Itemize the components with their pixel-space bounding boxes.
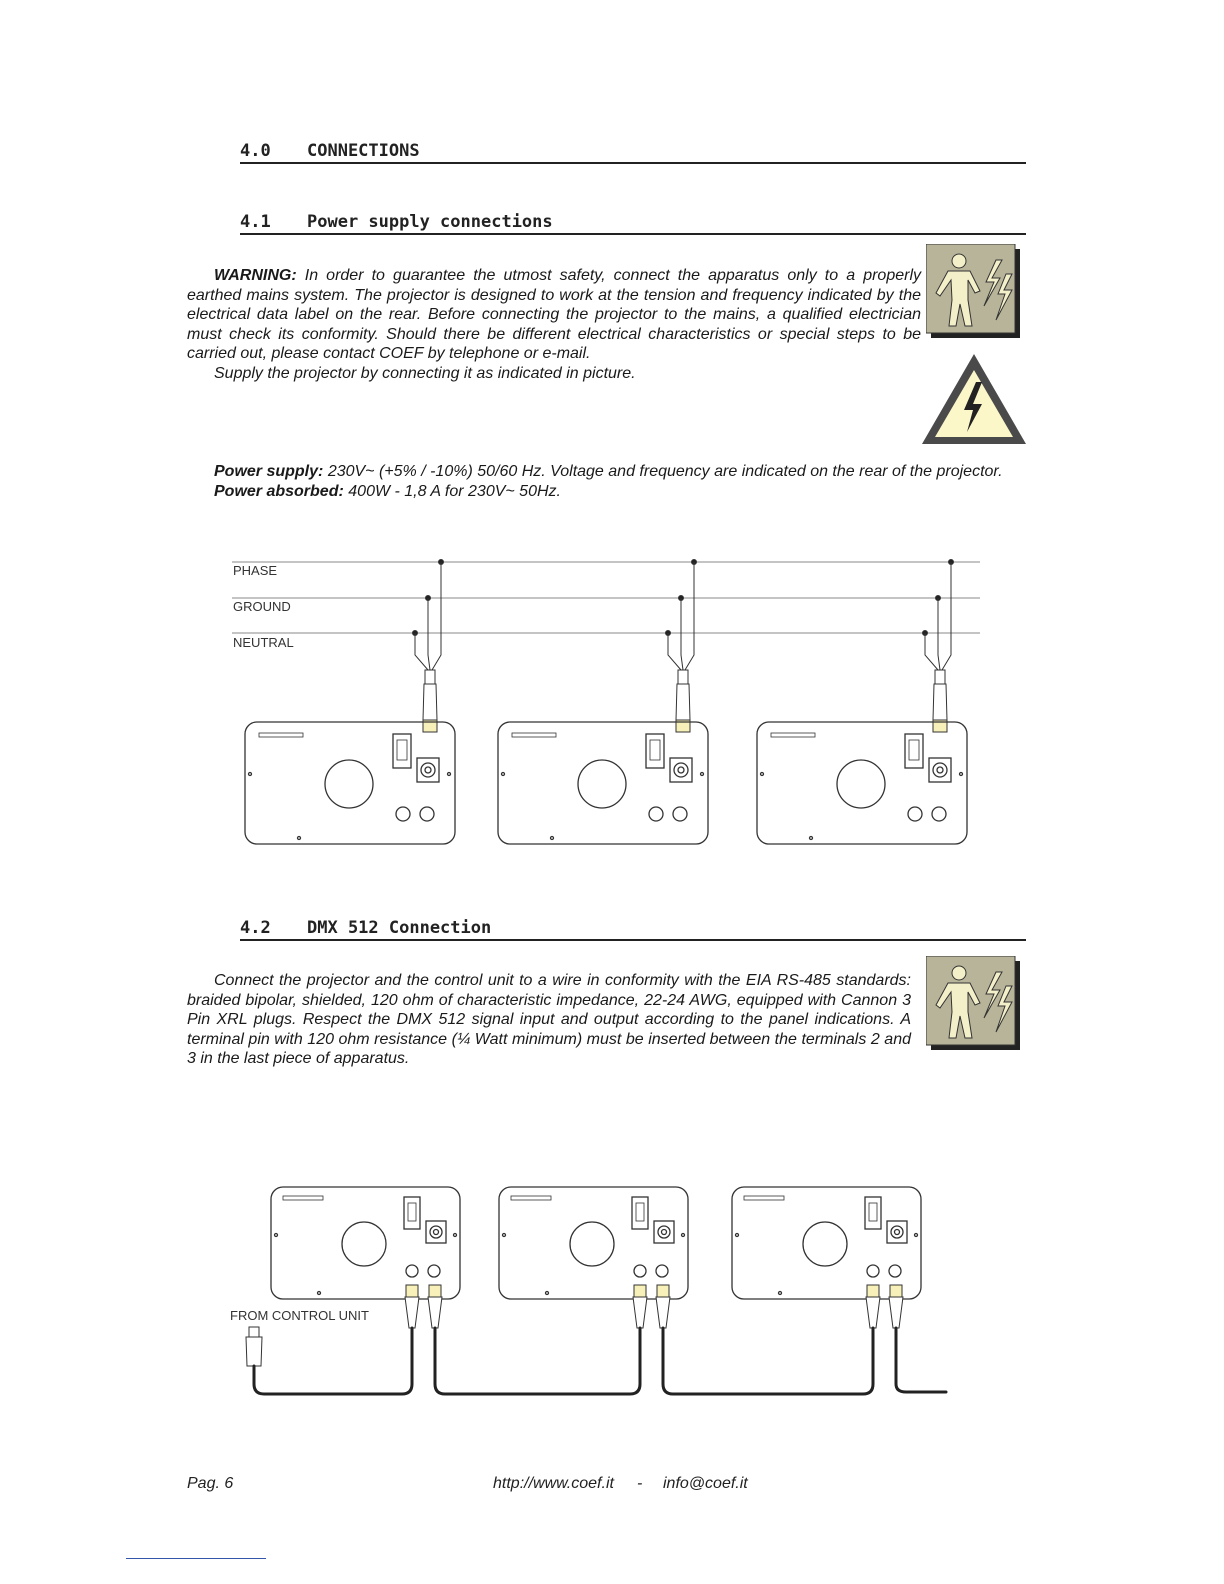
electrical-hazard-person-icon xyxy=(926,244,1022,340)
dmx-plug-bodies xyxy=(405,1297,903,1328)
projector-rear-panel-1 xyxy=(245,722,455,844)
power-absorbed-label: Power absorbed: xyxy=(214,483,344,500)
control-unit-plug xyxy=(246,1327,262,1366)
dmx-projector-panel-3 xyxy=(732,1187,921,1299)
heading-title: DMX 512 Connection xyxy=(307,918,492,938)
warning-paragraph xyxy=(187,266,921,384)
power-supply-line xyxy=(214,462,1003,482)
projector-rear-panel-3 xyxy=(757,722,967,844)
heading-4-0 xyxy=(240,141,1026,164)
electrical-hazard-person-icon xyxy=(926,956,1022,1052)
dmx-cables xyxy=(254,1328,946,1394)
power-supply-diagram xyxy=(0,545,1224,855)
footer-url[interactable]: http://www.coef.it xyxy=(493,1475,614,1492)
footer-separator: - xyxy=(637,1475,643,1492)
dmx-text: Connect the projector and the control unit to a wire in conformity with the EIA RS-485 standards: braided bipolar, shielded, 120 ohm of characteristic impedance, 22-24 AWG, equipped with Cannon 3 Pin XRL plugs. Respect the DMX 512 signal input and output according to the panel indications. A terminal pin with 120 ohm resistance (¼ Watt minimum) must be inserted between the terminals 2 and 3 in the last piece of apparatus. xyxy=(187,972,911,1068)
from-control-unit-label: FROM CONTROL UNIT xyxy=(230,1308,369,1323)
dmx-projector-panel-1 xyxy=(271,1187,460,1299)
dmx-connection-diagram xyxy=(0,1180,1224,1410)
heading-number: 4.2 xyxy=(240,918,271,938)
warning-text: In order to guarantee the utmost safety, connect the apparatus only to a properly earthed mains system. The projector is designed to work at the tension and frequency indicated by the electrical data label on the rear. Before connecting the projector to the mains, a qualified electrician must check its conformity. Should there be different electrical characteristics or special steps to be carried out, please contact COEF by telephone or e-mail. xyxy=(187,267,922,363)
projector-rear-panel-2 xyxy=(498,722,708,844)
dmx-paragraph xyxy=(187,971,911,1069)
phase-label: PHASE xyxy=(233,563,278,578)
dmx-projector-panel-2 xyxy=(499,1187,688,1299)
footnote-rule xyxy=(126,1558,266,1559)
power-supply-value: 230V~ (+5% / -10%) 50/60 Hz. Voltage and frequency are indicated on the rear of the projector. xyxy=(327,463,1003,480)
warning-triangle-icon xyxy=(920,352,1028,446)
heading-number: 4.0 xyxy=(240,141,271,161)
footer-email[interactable]: info@coef.it xyxy=(663,1475,748,1492)
unit-2-mains-wiring xyxy=(666,560,697,733)
power-absorbed-value: 400W - 1,8 A for 230V~ 50Hz. xyxy=(348,483,561,500)
page-number: Pag. 6 xyxy=(187,1475,234,1492)
power-supply-label: Power supply: xyxy=(214,463,324,480)
warning-label: WARNING: xyxy=(214,267,297,284)
heading-title: CONNECTIONS xyxy=(307,141,420,161)
unit-1-mains-wiring xyxy=(413,560,444,733)
supply-instruction: Supply the projector by connecting it as indicated in picture. xyxy=(214,364,636,382)
power-absorbed-line xyxy=(214,482,561,502)
ground-label: GROUND xyxy=(233,599,291,614)
dmx-plugs xyxy=(406,1285,902,1297)
heading-title: Power supply connections xyxy=(307,212,553,232)
neutral-label: NEUTRAL xyxy=(233,635,294,650)
unit-3-mains-wiring xyxy=(923,560,954,733)
heading-4-2 xyxy=(240,918,1026,941)
heading-4-1 xyxy=(240,212,1026,235)
heading-number: 4.1 xyxy=(240,212,271,232)
